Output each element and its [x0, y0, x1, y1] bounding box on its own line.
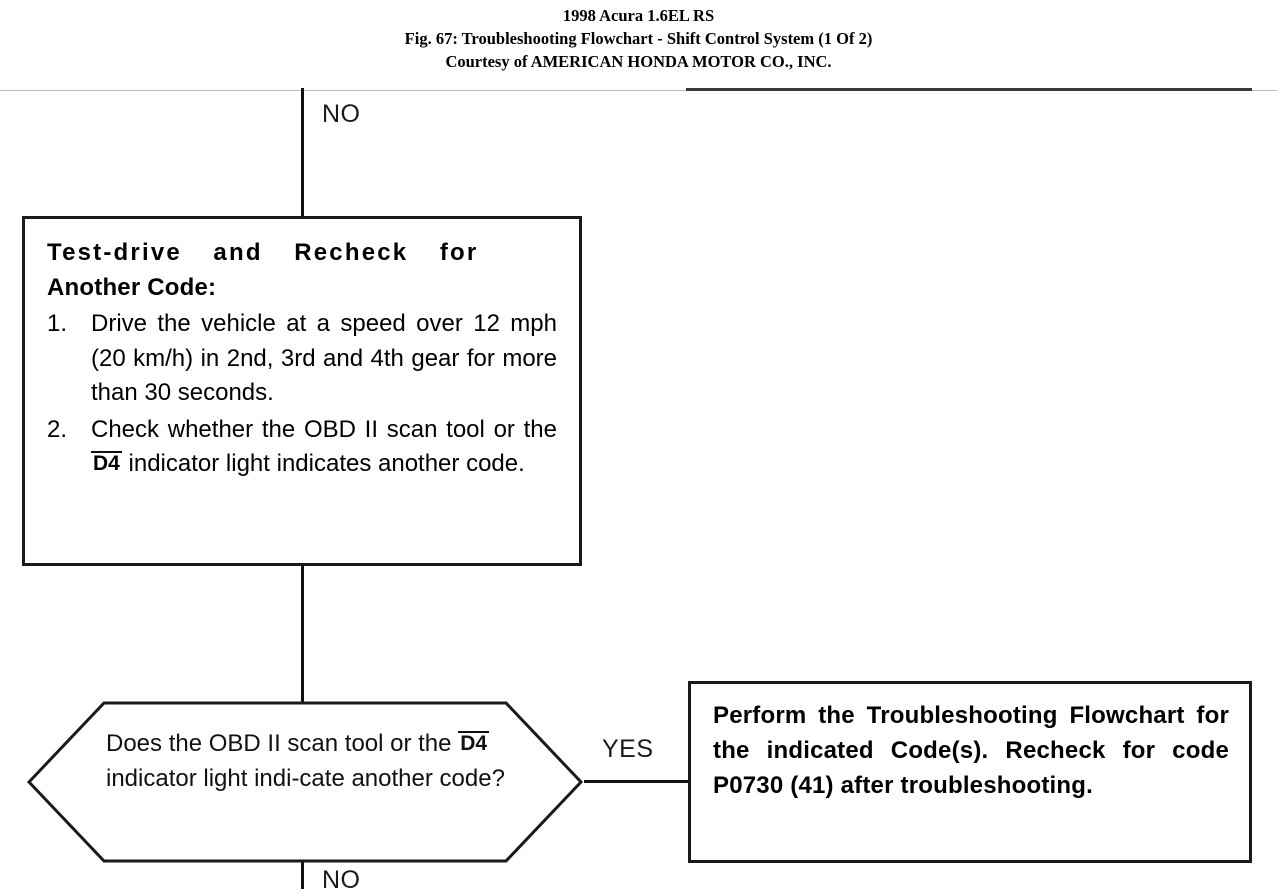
decision-text-a: Does the OBD II scan tool or the [106, 730, 452, 757]
header-title-courtesy: Courtesy of AMERICAN HONDA MOTOR CO., INC. [445, 52, 832, 71]
step-number-1: 1. [47, 310, 68, 337]
decision-box-another-code [26, 700, 584, 864]
decision-text-b: indicator light indi-cate another code? [106, 765, 505, 792]
process-step-list [47, 307, 557, 482]
step-number-2: 2. [47, 415, 68, 443]
header-title-figure: Fig. 67: Troubleshooting Flowchart - Shift Control System (1 Of 2) [404, 29, 873, 48]
step-text-2 [91, 413, 557, 482]
process-box-test-drive [22, 216, 582, 566]
title-word-another-code: Another Code: [47, 274, 217, 301]
title-word-and: and [213, 239, 263, 266]
edge-label-no-bottom: NO [322, 866, 361, 894]
edge-label-yes: YES [602, 735, 654, 763]
title-word-recheck: Recheck [294, 239, 409, 266]
connector-mid-vertical [301, 566, 304, 702]
title-word-for: for [439, 239, 479, 266]
title-word-test-drive: Test-drive [47, 239, 182, 266]
step-text-2a: Check whether the OBD II scan tool or the [91, 415, 557, 443]
d4-indicator-badge: D4 [460, 732, 488, 755]
connector-bottom-vertical [301, 862, 304, 889]
list-item [47, 413, 557, 482]
list-item [47, 307, 557, 411]
process-box-perform-flowchart [688, 681, 1252, 863]
d4-indicator-badge: D4 [93, 452, 120, 475]
edge-label-no-top: NO [322, 100, 361, 128]
decision-text [106, 726, 506, 796]
perform-box-text: Perform the Troubleshooting Flowchart for the indicated Code(s). Recheck for code P0730 (41) after troubleshooting. [713, 702, 1229, 799]
step-text-1: Drive the vehicle at a speed over 12 mph (20 km/h) in 2nd, 3rd and 4th gear for more than 30 seconds. [91, 310, 557, 406]
connector-yes-horizontal [584, 780, 690, 783]
top-edge-fragment [686, 88, 1252, 91]
header-title-vehicle: 1998 Acura 1.6EL RS [562, 6, 715, 25]
connector-top-vertical [301, 88, 304, 218]
step-text-2b: indicator light indicates another code. [128, 450, 525, 477]
process-box-title [47, 235, 557, 305]
